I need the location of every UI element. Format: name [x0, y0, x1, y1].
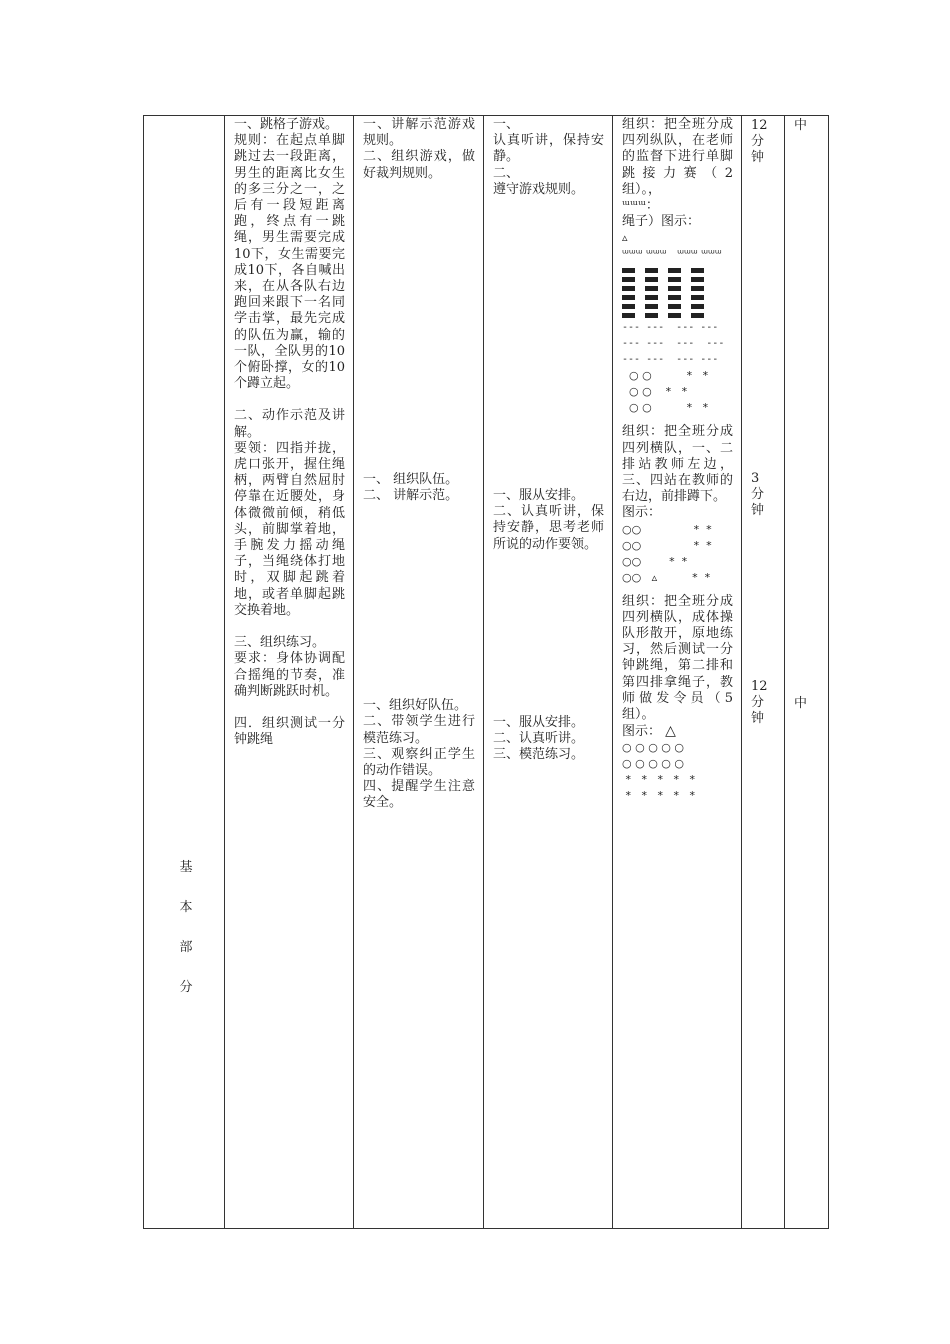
formation-row: ○○ * *	[622, 554, 688, 568]
student-step-1-num: 一、	[493, 117, 520, 132]
dash-row: --- --- --- ---	[622, 338, 725, 350]
time-c-unit: 分	[751, 695, 765, 710]
dash-row: --- --- --- ---	[622, 322, 719, 334]
test-title: 四．组织测试一分钟跳绳	[234, 715, 345, 748]
time-a-unit: 分	[751, 134, 765, 149]
student-step-7: 三、模范练习。	[493, 747, 585, 763]
formation-row: ○ ○ ○ ○ ○	[622, 741, 684, 755]
section-char: 本	[179, 900, 193, 915]
section-char: 部	[179, 940, 193, 955]
org-figure-label-2: 图示：	[622, 505, 662, 521]
dash-row: --- --- --- ---	[622, 354, 719, 366]
lesson-plan-table	[143, 115, 829, 1229]
intensity-a: 中	[794, 118, 808, 133]
formation-row: ○ ○ * *	[622, 401, 709, 415]
practice-title: 三、组织练习。	[234, 635, 326, 651]
rope-row: ᵚᵚᵚ ᵚᵚᵚ ᵚᵚᵚ ᵚᵚᵚ	[622, 247, 722, 261]
teacher-step-3: 一、 组织队伍。	[363, 471, 459, 487]
formation-row: ○ ○ * *	[622, 369, 709, 383]
time-b-number: 3	[751, 471, 760, 486]
student-cell	[484, 116, 613, 1229]
teacher-step-1: 一、讲解示范游戏规则。	[363, 117, 475, 149]
time-b-unit: 分	[751, 487, 765, 502]
rope-symbol: ᵚᵚᵚ：	[622, 198, 659, 214]
game-title: 一、跳格子游戏。	[234, 117, 339, 132]
organization-cell	[613, 116, 742, 1229]
org-figure-label-1: 绳子）图示：	[622, 214, 701, 230]
student-step-3: 一、服从安排。	[493, 488, 585, 504]
time-a-number: 12	[751, 118, 768, 133]
content-cell	[225, 116, 354, 1229]
teacher-step-5: 一、组织好队伍。	[363, 698, 468, 714]
student-step-2-num: 二、	[493, 165, 520, 181]
grid-column	[668, 268, 681, 318]
student-step-4: 二、认真听讲，保持安静，思考老师所说的动作要领。	[493, 504, 604, 552]
grid-column	[645, 268, 658, 318]
teacher-cell	[354, 116, 484, 1229]
org-text-1: 组织：把全班分成四列纵队，在老师的监督下进行单脚跳接力赛（2组）。，	[622, 117, 733, 197]
section-cell	[144, 116, 225, 1229]
student-step-5: 一、服从安排。	[493, 714, 585, 730]
formation-row: ○ ○ ○ ○ ○	[622, 757, 684, 771]
section-char: 分	[179, 980, 193, 995]
demo-points: 要领：四指并拢，虎口张开，握住绳柄，两臂自然屈肘停靠在近腰处，身体微微前倾，稍低头，前脚掌着地，手腕发力摇动绳子，当绳绕体打地时，双脚起跳着地，或者单脚起跳交换着地。	[234, 440, 345, 618]
teacher-triangle-icon: △	[665, 723, 676, 740]
game-rules: 规则：在起点单脚跳过去一段距离，男生的距离比女生的多三分之一，之后有一段短距离跑，终点有一跳绳，男生需要完成10下，女生需要完成10下，各自喊出来，在从各队右边跑回来跟下一名同学击掌，最先完成的队伍为赢，输的一队，全队男的10个俯卧撑，女的10个蹲立起。	[234, 133, 345, 392]
time-c-number: 12	[751, 679, 768, 694]
formation-row: ○○ * *	[622, 538, 712, 552]
org-figure-label-3: 图示：	[622, 724, 662, 740]
formation-row: ○○ ▵ * *	[622, 570, 711, 584]
teacher-step-6: 二、带领学生进行模范练习。	[363, 714, 475, 746]
section-char: 基	[179, 860, 193, 875]
hopscotch-grid	[622, 268, 733, 318]
intensity-b: 中	[794, 696, 808, 711]
formation-row: * * * * *	[622, 789, 695, 803]
time-b-unit: 钟	[751, 503, 765, 518]
teacher-step-4: 二、 讲解示范。	[363, 488, 459, 504]
section-label	[176, 860, 196, 1020]
formation-row: ○○ * *	[622, 522, 712, 536]
grid-column	[691, 268, 704, 318]
student-step-1: 认真听讲，保持安静。	[493, 133, 604, 165]
student-step-6: 二、认真听讲。	[493, 731, 585, 747]
teacher-step-8: 四、提醒学生注意安全。	[363, 779, 475, 811]
formation-row: * * * * *	[622, 773, 695, 787]
demo-title: 二、动作示范及讲解。	[234, 408, 345, 440]
teacher-step-2: 二、组织游戏，做好裁判规则。	[363, 149, 475, 181]
formation-row: ○ ○ * *	[622, 385, 688, 399]
practice-requirements: 要求：身体协调配合摇绳的节奏，准确判断跳跃时机。	[234, 651, 345, 699]
org-text-2: 组织：把全班分成四列横队，一、二排站教师左边，三、四站在教师的右边，前排蹲下。	[622, 424, 733, 505]
grid-column	[622, 268, 635, 318]
student-step-2: 遵守游戏规则。	[493, 181, 585, 197]
time-c-unit: 钟	[751, 711, 765, 726]
teacher-marker-small: ▵	[622, 231, 628, 245]
teacher-step-7: 三、观察纠正学生的动作错误。	[363, 746, 475, 779]
time-cell	[742, 116, 785, 1229]
time-a-unit: 钟	[751, 150, 765, 165]
intensity-cell	[785, 116, 829, 1229]
org-text-3: 组织：把全班分成四列横队，成体操队形散开，原地练习，然后测试一分钟跳绳，第二排和第四排拿绳子，教师做发令员（5组）。	[622, 593, 733, 723]
